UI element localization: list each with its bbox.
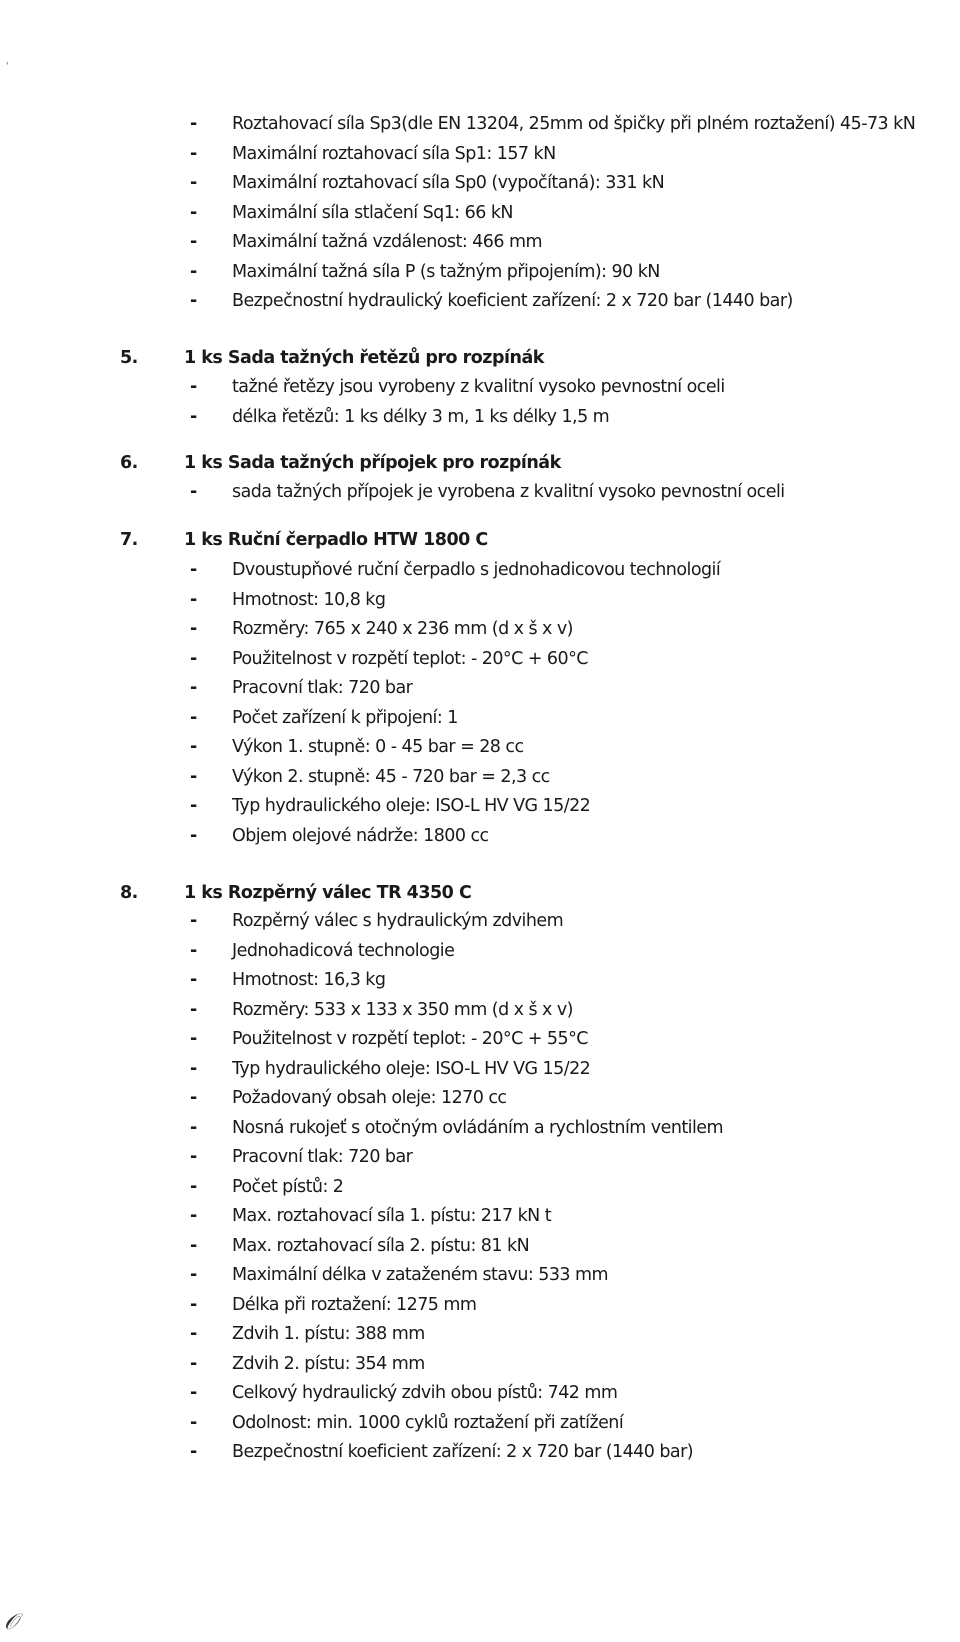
section-7-items (0, 556, 960, 851)
list-item: - Objem olejové nádrže: 1800 cc (190, 825, 489, 846)
list-item: - Bezpečnostní hydraulický koeficient zařízení: 2 x 720 bar (1440 bar) (190, 291, 793, 311)
spec-list-top (0, 110, 960, 317)
list-item: - Maximální roztahovací síla Sp1: 157 kN (190, 143, 556, 164)
scan-mark-top: ' (6, 62, 9, 72)
section-5-items (0, 373, 960, 432)
list-item: - Použitelnost v rozpětí teplot: - 20°C + 60°C (190, 648, 588, 669)
list-item: - Max. roztahovací síla 2. pístu: 81 kN (190, 1235, 530, 1256)
list-item: - Rozměry: 533 x 133 x 350 mm (d x š x v) (190, 999, 573, 1020)
list-item: - Požadovaný obsah oleje: 1270 cc (190, 1088, 507, 1108)
handwritten-mark: 𝒪 (4, 1610, 18, 1635)
list-item: - délka řetězů: 1 ks délky 3 m, 1 ks délky 1,5 m (190, 406, 610, 427)
section-heading-6 (0, 448, 960, 478)
section-heading-5 (0, 343, 960, 373)
list-item: - Odolnost: min. 1000 cyklů roztažení při zatížení (190, 1412, 624, 1433)
list-item: - Zdvih 2. pístu: 354 mm (190, 1353, 425, 1374)
list-item: - Bezpečnostní koeficient zařízení: 2 x 720 bar (1440 bar) (190, 1442, 694, 1462)
section-number: 5. (120, 348, 138, 368)
section-heading-7 (0, 525, 960, 555)
section-heading-8 (0, 878, 960, 908)
section-title: 1 ks Rozpěrný válec TR 4350 C (184, 883, 472, 903)
list-item: - Pracovní tlak: 720 bar (190, 1147, 413, 1167)
section-number: 6. (120, 453, 138, 473)
list-item: - Jednohadicová technologie (190, 940, 455, 961)
section-title: 1 ks Sada tažných přípojek pro rozpínák (184, 453, 561, 473)
list-item: - Počet pístů: 2 (190, 1176, 344, 1197)
section-title: 1 ks Sada tažných řetězů pro rozpínák (184, 348, 544, 368)
list-item: - Maximální tažná vzdálenost: 466 mm (190, 232, 542, 252)
list-item: - Dvoustupňové ruční čerpadlo s jednohadicovou technologií (190, 560, 721, 580)
list-item: - Počet zařízení k připojení: 1 (190, 707, 458, 728)
list-item: - tažné řetězy jsou vyrobeny z kvalitní vysoko pevnostní oceli (190, 377, 725, 397)
list-item: - Celkový hydraulický zdvih obou pístů: 742 mm (190, 1383, 618, 1403)
list-item: - Maximální síla stlačení Sq1: 66 kN (190, 202, 513, 223)
list-item: - Maximální délka v zataženém stavu: 533 mm (190, 1265, 608, 1285)
list-item: - Rozměry: 765 x 240 x 236 mm (d x š x v) (190, 619, 573, 639)
list-item: - sada tažných přípojek je vyrobena z kvalitní vysoko pevnostní oceli (190, 482, 785, 502)
section-6-items (0, 478, 960, 508)
section-title: 1 ks Ruční čerpadlo HTW 1800 C (184, 530, 488, 550)
section-number: 8. (120, 883, 138, 903)
list-item: - Nosná rukojeť s otočným ovládáním a rychlostním ventilem (190, 1117, 724, 1138)
list-item: - Zdvih 1. pístu: 388 mm (190, 1324, 425, 1344)
list-item: - Rozpěrný válec s hydraulickým zdvihem (190, 911, 564, 931)
list-item: - Výkon 2. stupně: 45 - 720 bar = 2,3 cc (190, 766, 550, 787)
list-item: - Max. roztahovací síla 1. pístu: 217 kN t (190, 1206, 552, 1226)
list-item: - Hmotnost: 16,3 kg (190, 970, 386, 990)
list-item: - Použitelnost v rozpětí teplot: - 20°C + 55°C (190, 1029, 588, 1049)
list-item: - Délka při roztažení: 1275 mm (190, 1294, 477, 1315)
section-number: 7. (120, 530, 138, 550)
list-item: - Typ hydraulického oleje: ISO-L HV VG 15/22 (190, 1058, 591, 1079)
list-item: - Hmotnost: 10,8 kg (190, 589, 386, 610)
list-item: - Pracovní tlak: 720 bar (190, 678, 413, 698)
section-8-items (0, 907, 960, 1468)
list-item: - Roztahovací síla Sp3(dle EN 13204, 25mm od špičky při plném roztažení) 45-73 kN (190, 114, 916, 134)
list-item: - Typ hydraulického oleje: ISO-L HV VG 15/22 (190, 796, 591, 816)
list-item: - Výkon 1. stupně: 0 - 45 bar = 28 cc (190, 737, 524, 757)
list-item: - Maximální roztahovací síla Sp0 (vypočítaná): 331 kN (190, 173, 665, 193)
list-item: - Maximální tažná síla P (s tažným připojením): 90 kN (190, 261, 660, 282)
